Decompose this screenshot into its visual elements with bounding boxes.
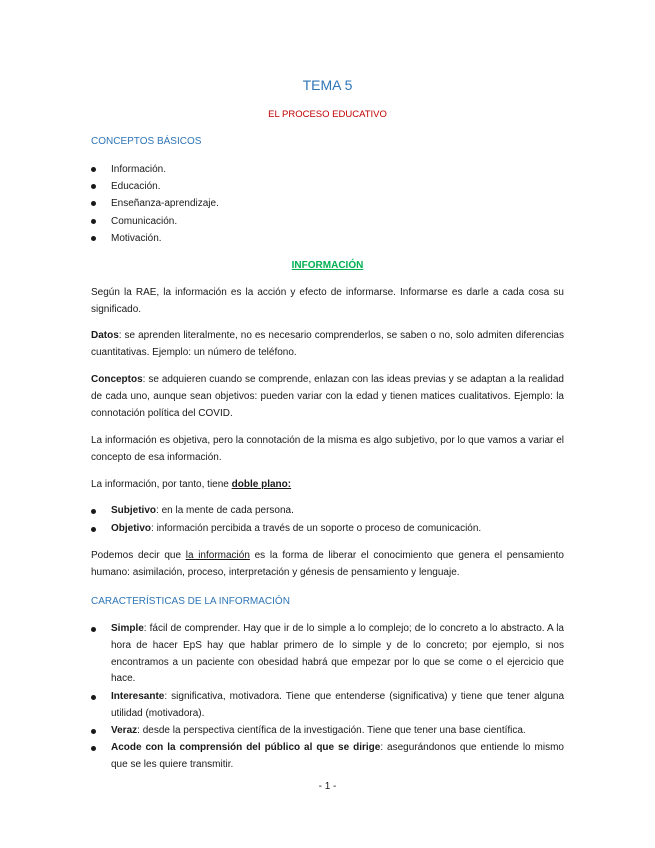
- bullet-icon: [91, 201, 96, 206]
- podemos-paragraph: [91, 548, 564, 582]
- conceptos-label: Conceptos: [91, 374, 143, 385]
- objetivo-label: Objetivo: [111, 523, 152, 534]
- interesante-label: Interesante: [111, 691, 165, 702]
- objetivo-item: [111, 521, 564, 538]
- doble-intro: La información, por tanto, tiene: [91, 479, 232, 490]
- bullet-icon: [91, 236, 96, 241]
- bullet-icon: [91, 627, 96, 632]
- bullet-icon: [91, 729, 96, 734]
- list-item: Educación.: [111, 181, 161, 192]
- acode-item: [111, 740, 564, 774]
- veraz-text: : desde la perspectiva científica de la investigación. Tiene que tener una base científica.: [137, 725, 526, 736]
- bullet-icon: [91, 527, 96, 532]
- bullet-icon: [91, 219, 96, 224]
- bullet-icon: [91, 184, 96, 189]
- podemos-text-b: es la forma de liberar el conocimiento que genera el pensamiento humano: asimilación, proceso, interpretación y génesis de pensamiento y lenguaje.: [91, 550, 564, 578]
- veraz-item: [111, 723, 564, 740]
- conceptos-paragraph: [91, 372, 564, 422]
- list-item: Enseñanza-aprendizaje.: [111, 198, 219, 209]
- bullet-icon: [91, 167, 96, 172]
- acode-text: : asegurándonos que entiende lo mismo que se les quiere transmitir.: [111, 742, 564, 770]
- bullet-icon: [91, 746, 96, 751]
- veraz-label: Veraz: [111, 725, 138, 736]
- podemos-text-a: Podemos decir que: [91, 550, 186, 561]
- informacion-heading: INFORMACIÓN: [291, 260, 364, 271]
- subjetivo-label: Subjetivo: [111, 505, 157, 516]
- conceptos-heading: CONCEPTOS BÁSICOS: [91, 136, 202, 147]
- page-subtitle: EL PROCESO EDUCATIVO: [268, 109, 387, 120]
- list-item: Motivación.: [111, 233, 162, 244]
- podemos-underlined: la información: [185, 550, 250, 561]
- interesante-item: [111, 689, 564, 723]
- datos-paragraph: [91, 328, 564, 362]
- doble-plano-label: doble plano:: [231, 479, 292, 490]
- page-title: TEMA 5: [302, 77, 353, 93]
- simple-item: [111, 621, 564, 688]
- conceptos-text: : se adquieren cuando se comprende, enlazan con las ideas previas y se adaptan a la realidad de cada uno, aunque sean objetivos: pueden variar con la edad y tienen matices cualitativos. Ejemplo: la connotación política del COVID.: [91, 374, 564, 419]
- list-item: Comunicación.: [111, 216, 178, 227]
- objetivo-text: : información percibida a través de un soporte o proceso de comunicación.: [151, 523, 482, 534]
- acode-label: Acode con la comprensión del público al que se dirige: [111, 742, 381, 753]
- simple-label: Simple: [111, 623, 144, 634]
- bullet-icon: [91, 509, 96, 514]
- intro-paragraph: Según la RAE, la información es la acción y efecto de informarse. Informarse es darle a cada cosa su significado.: [91, 287, 564, 315]
- caracteristicas-heading: CARACTERÍSTICAS DE LA INFORMACIÓN: [91, 596, 290, 607]
- bullet-icon: [91, 695, 96, 700]
- simple-text: : fácil de comprender. Hay que ir de lo simple a lo complejo; de lo concreto a lo abstracto. A la hora de hacer EpS hay que hablar primero de lo simple y de lo concreto; por ejemplo, si nos encontramos a un paciente con obesidad habrá que empezar por lo que se come o el ejercicio que hace.: [111, 623, 564, 685]
- list-item: Información.: [111, 164, 167, 175]
- objetiva-paragraph: La información es objetiva, pero la connotación de la misma es algo subjetivo, por lo que vamos a variar el concepto de esa información.: [91, 435, 564, 463]
- subjetivo-text: : en la mente de cada persona.: [156, 505, 294, 516]
- datos-label: Datos: [91, 330, 119, 341]
- doble-plano-paragraph: [91, 477, 564, 494]
- subjetivo-item: [111, 503, 564, 520]
- datos-text: : se aprenden literalmente, no es necesario comprenderlos, se saben o no, solo admiten diferencias cuantitativas. Ejemplo: un número de teléfono.: [91, 330, 564, 358]
- page-number: - 1 -: [318, 781, 337, 792]
- interesante-text: : significativa, motivadora. Tiene que entenderse (significativa) y tiene que tener alguna utilidad (motivadora).: [111, 691, 564, 719]
